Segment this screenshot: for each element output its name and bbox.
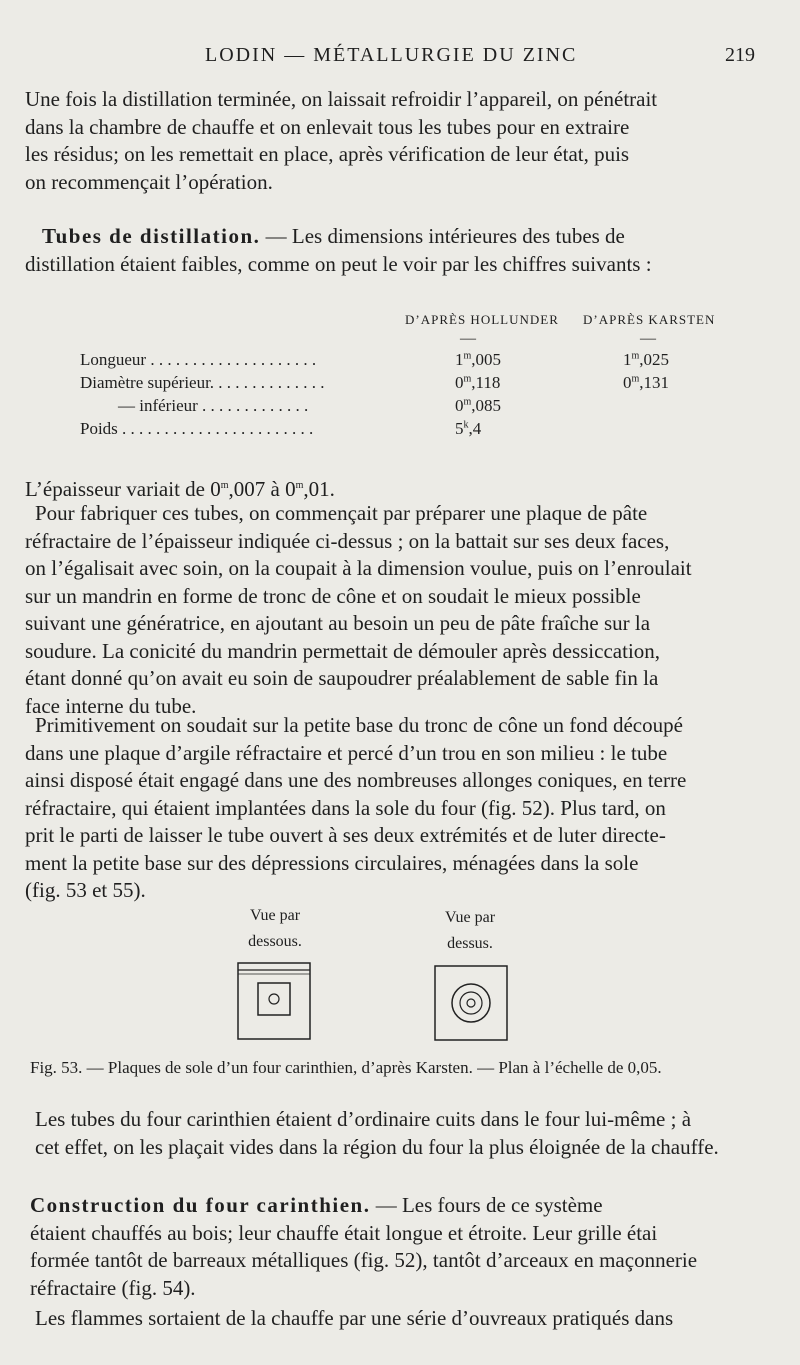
table-row bbox=[80, 419, 482, 439]
section-tubes-continuation bbox=[25, 251, 745, 279]
text-line: distillation étaient faibles, comme on peut le voir par les chiffres suivants : bbox=[25, 252, 652, 276]
text-line: dans la chambre de chauffe et on enlevait tous les tubes pour en extraire bbox=[25, 114, 630, 139]
row-value-hollunder: 5$^k$,4 bbox=[455, 419, 482, 438]
text-line: — Les fours de ce système bbox=[370, 1193, 603, 1217]
row-label: Diamètre supérieur. . . . . . . . . . . . . . bbox=[80, 373, 325, 392]
figure-caption: Fig. 53. — Plaques de sole d’un four carinthien, d’après Karsten. — Plan à l’échelle de 0,05. bbox=[30, 1058, 662, 1077]
label-line: Vue par bbox=[444, 909, 496, 926]
text-line: cet effet, on les plaçait vides dans la région du four la plus éloignée de la chauffe. bbox=[35, 1134, 719, 1159]
label-line: dessous. bbox=[248, 933, 302, 950]
text-line: (fig. 53 et 55). bbox=[25, 878, 146, 902]
text-line: étaient chauffés au bois; leur chauffe était longue et étroite. Leur grille étai bbox=[30, 1220, 658, 1245]
section-heading: Tubes de distillation. bbox=[42, 224, 261, 248]
row-label: Longueur . . . . . . . . . . . . . . . . . . . . bbox=[80, 350, 317, 369]
sole-plate-below-view bbox=[238, 963, 310, 1039]
text-line: ment la petite base sur des dépressions circulaires, ménagées dans la sole bbox=[25, 850, 639, 875]
figure-53-drawing bbox=[230, 958, 530, 1046]
text-line: Les flammes sortaient de la chauffe par une série d’ouvreaux pratiqués dans bbox=[35, 1306, 674, 1330]
section-tubes-distillation bbox=[42, 223, 742, 251]
paragraph-2 bbox=[25, 472, 745, 504]
text-line: ainsi disposé était engagé dans une des nombreuses allonges coniques, en terre bbox=[25, 768, 687, 792]
text-line: étant donné qu’on avait eu soin de saupoudrer préalablement de sable fin la bbox=[25, 666, 659, 690]
row-label: Poids . . . . . . . . . . . . . . . . . . . . . . . bbox=[80, 419, 314, 438]
text-line: réfractaire (fig. 54). bbox=[30, 1275, 196, 1300]
text-line: suivant une génératrice, en ajoutant au besoin un peu de pâte fraîche sur la bbox=[25, 611, 651, 635]
section-heading: Construction du four carinthien. bbox=[30, 1193, 371, 1217]
table-col2-header: D’APRÈS KARSTEN bbox=[583, 312, 716, 327]
paragraph-5 bbox=[35, 1106, 740, 1161]
text-line: L’épaisseur variait de 0$^m$,007 à 0$^m$,01. bbox=[25, 477, 335, 501]
row-value-hollunder: 0$^m$,118 bbox=[455, 373, 501, 392]
text-line: on l’égalisait avec soin, on la coupait à la dimension voulue, puis on l’enroulait bbox=[25, 556, 692, 580]
table-row bbox=[118, 396, 502, 416]
column-dash: — bbox=[640, 330, 656, 347]
row-value-karsten: 1$^m$,025 bbox=[623, 350, 670, 369]
column-dash: — bbox=[460, 330, 476, 347]
sole-plate-above-view bbox=[435, 966, 507, 1040]
text-line: réfractaire, qui étaient implantées dans la sole du four (fig. 52). Plus tard, on bbox=[25, 795, 666, 820]
page-number: 219 bbox=[725, 44, 755, 66]
row-value-hollunder: 1$^m$,005 bbox=[455, 350, 502, 369]
text-line: dans une plaque d’argile réfractaire et percé d’un trou en son milieu : le tube bbox=[25, 740, 668, 765]
section-construction bbox=[30, 1192, 740, 1302]
header-title: LODIN — MÉTALLURGIE DU ZINC bbox=[205, 44, 578, 66]
text-line: Les tubes du four carinthien étaient d’ordinaire cuits dans le four lui-même ; à bbox=[35, 1107, 692, 1131]
text-line: soudure. La conicité du mandrin permettait de démouler après dessiccation, bbox=[25, 638, 661, 663]
figure-label-left bbox=[230, 903, 320, 955]
text-line: on recommençait l’opération. bbox=[25, 169, 273, 194]
row-value-karsten: 0$^m$,131 bbox=[623, 373, 670, 392]
paragraph-6 bbox=[35, 1305, 740, 1333]
text-line: réfractaire de l’épaisseur indiquée ci-dessus ; on la battait sur ses deux faces, bbox=[25, 528, 670, 553]
table-row bbox=[80, 373, 670, 393]
text-line: Pour fabriquer ces tubes, on commençait par préparer une plaque de pâte bbox=[35, 501, 648, 525]
text-line: prit le parti de laisser le tube ouvert à ses deux extrémités et de luter directe- bbox=[25, 823, 666, 847]
text-line: face interne du tube. bbox=[25, 693, 197, 718]
paragraph-3 bbox=[25, 500, 745, 720]
text-line: — Les dimensions intérieures des tubes de bbox=[260, 224, 625, 248]
text-line: sur un mandrin en forme de tronc de cône et on soudait le mieux possible bbox=[25, 583, 641, 608]
text-line: les résidus; on les remettait en place, après vérification de leur état, puis bbox=[25, 142, 630, 166]
table-col1-header: D’APRÈS HOLLUNDER bbox=[405, 312, 559, 327]
label-line: Vue par bbox=[249, 907, 301, 924]
figure-label-right bbox=[425, 905, 515, 957]
running-header bbox=[0, 44, 800, 74]
label-line: dessus. bbox=[447, 935, 493, 952]
paragraph-1 bbox=[25, 86, 745, 196]
text-line: Une fois la distillation terminée, on laissait refroidir l’appareil, on pénétrait bbox=[25, 87, 658, 111]
paragraph-4 bbox=[25, 712, 745, 905]
row-label: — inférieur . . . . . . . . . . . . . bbox=[118, 396, 309, 415]
table-row bbox=[80, 350, 670, 370]
text-line: formée tantôt de barreaux métalliques (fig. 52), tantôt d’arceaux en maçonnerie bbox=[30, 1248, 698, 1272]
text-line: Primitivement on soudait sur la petite base du tronc de cône un fond découpé bbox=[35, 713, 683, 737]
row-value-hollunder: 0$^m$,085 bbox=[455, 396, 502, 415]
